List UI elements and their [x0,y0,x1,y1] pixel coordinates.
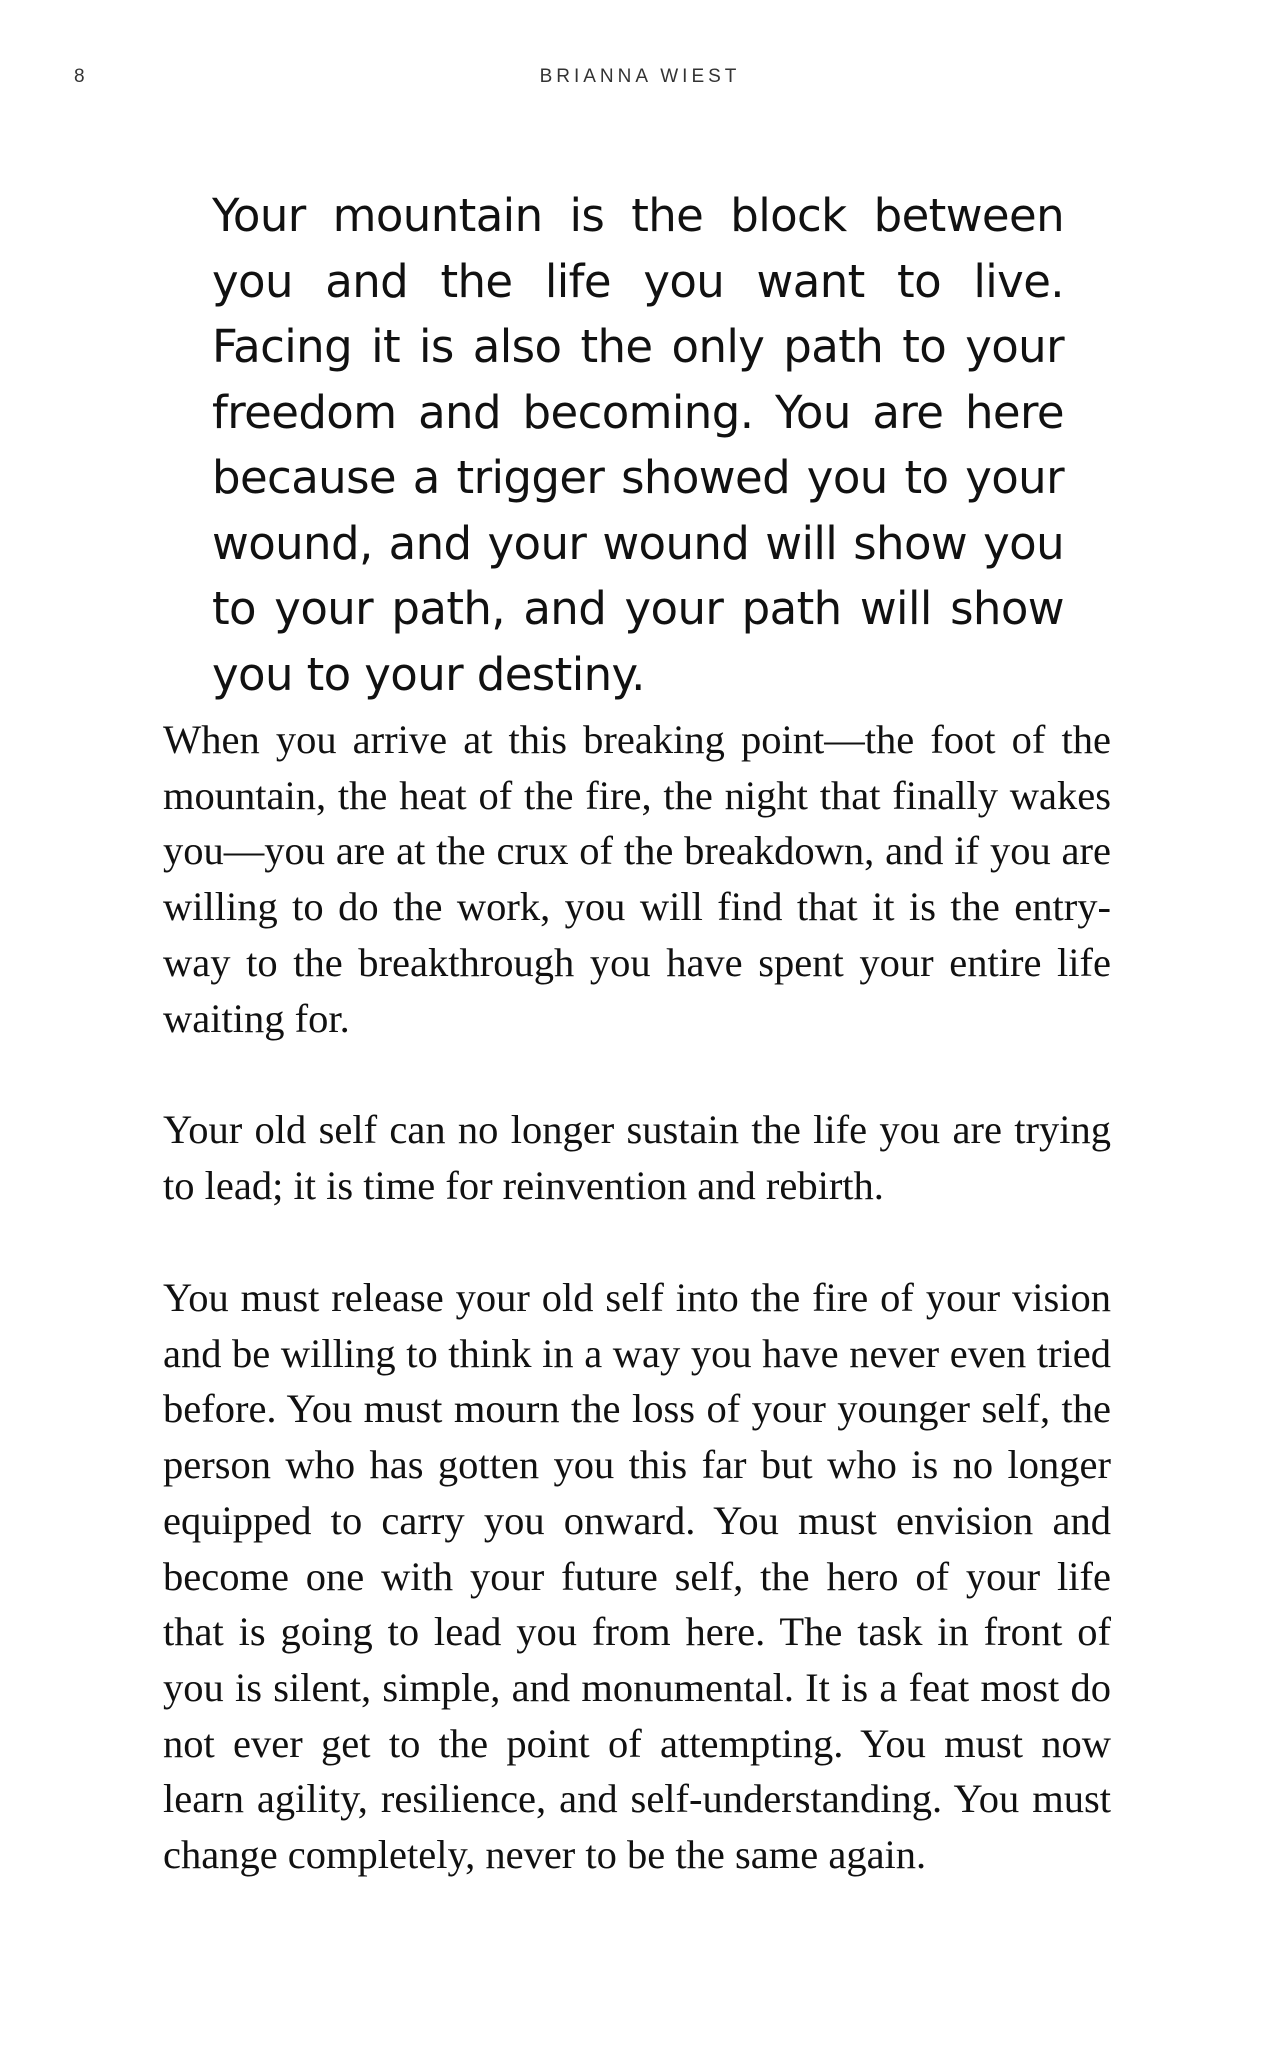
running-head-author: BRIANNA WIEST [539,66,741,87]
pull-quote: Your mountain is the block between you and the life you want to live. Facing it is also the only path to your freedom and becoming. You are here because a trigger showed you to your wound, and your wound will show you to your path, and your path will show you to your destiny. [212,189,1064,701]
body-paragraph: You must release your old self into the fire of your vision and be willing to think in a way you have never even tried before. You must mourn the loss of your younger self, the person who has gotten you this far but who is no longer equipped to carry you onward. You must envision and become one with your future self, the hero of your life that is going to lead you from here. The task in front of you is silent, simple, and monumental. It is a feat most do not ever get to the point of attempting. You must now learn agility, resilience, and self-understanding. You must change completely, never to be the same again. [163,1275,1111,1878]
body-paragraph: When you arrive at this breaking point—the foot of the mountain, the heat of the fire, the night that finally wakes you—you are at the crux of the breakdown, and if you are willing to do the work, you will find that it is the entry-way to the breakthrough you have spent your entire life waiting for. [163,717,1111,1041]
page-number: 8 [74,66,85,87]
body-paragraph: Your old self can no longer sustain the life you are trying to lead; it is time for reinvention and rebirth. [163,1107,1111,1208]
